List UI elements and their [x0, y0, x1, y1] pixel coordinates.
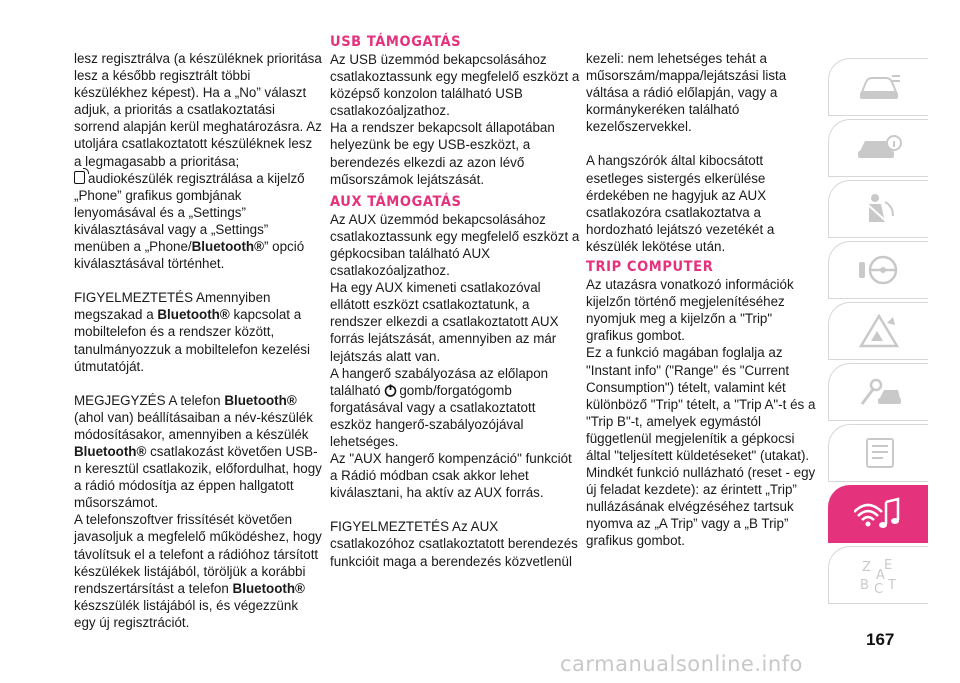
power-knob-icon [384, 384, 397, 397]
paragraph: Ez a funkció magában foglalja az "Instant info" ("Range" és "Current Consumption") tételt, valamint két különböző "Trip" tételt, a "Trip A"-t és a "Trip B"-t, amelyek egymástól függetlenül megjelenítik a gépkocsi által "teljesített küldetéseket" (utakat). [586, 345, 816, 463]
chapter-tab-index[interactable] [828, 546, 928, 604]
paragraph: Az USB üzemmód bekapcsolásához csatlakoztassunk egy megfelelő eszközt a középső konzolon található USB csatlakozóaljzathoz. [330, 52, 580, 119]
chapter-tab-technical-data[interactable] [828, 424, 928, 482]
car-info-icon [856, 133, 902, 163]
paragraph: A telefonszoftver frissítését követően javasoljuk a megfelelő működéshez, hogy távolítsuk el a telefont a rádióhoz társított készülékek listájából, töröljük a korábbi rendszertársítást a telefon Bluetooth® készszülék listájából is, és végezzünk egy új regisztrációt. [74, 512, 322, 630]
svg-text:B: B [859, 578, 869, 593]
technical-data-icon [857, 435, 901, 471]
seatbelt-safety-icon [859, 192, 899, 226]
page-number: 167 [866, 630, 895, 649]
paragraph: A hangszórók által kibocsátott esetleges sistergés elkerülése érdekében ne hagyjuk az AUX csatlakozóra csatlakoztatva a hordozható lejátszó vezetékét a készülék lekötése után. [586, 153, 775, 254]
text-column-1 [74, 50, 322, 648]
paragraph: Az AUX üzemmód bekapcsolásához csatlakoztassunk egy megfelelő eszközt a gépkocsiban található AUX csatlakozóaljzathoz. [330, 211, 580, 279]
alphabetical-index-icon [856, 555, 902, 595]
section-heading-aux: AUX TÁMOGATÁS [330, 193, 462, 210]
chapter-tab-maintenance[interactable] [828, 363, 928, 421]
paragraph: Az "AUX hangerő kompenzáció" funkciót a Rádió módban csak akkor lehet kiválasztani, ha aktív az AUX forrás. [330, 451, 572, 501]
chapter-tabs [828, 58, 928, 607]
text-column-3 [586, 50, 822, 550]
paragraph: FIGYELMEZTETÉS Amennyiben megszakad a Bluetooth® kapcsolat a mobiltelefon és a rendszer között, tanulmányozzuk a mobiltelefon kezelési útmutatóját. [74, 290, 310, 374]
paragraph: Ha a rendszer bekapcsolt állapotában helyezünk be egy USB-eszközt, a berendezés elkezdi az azon lévő műsorszámok lejátszását. [330, 120, 555, 187]
watermark: carmanualsonline.info [560, 652, 803, 676]
section-heading-usb: USB TÁMOGATÁS [330, 34, 462, 50]
text-column-2 [330, 34, 580, 587]
chapter-tab-car-info[interactable] [828, 119, 928, 177]
paragraph: lesz regisztrálva (a készüléknek prioritása lesz a később regisztrált többi készülékhez képest). Ha a „No” választ adjuk, a prioritás a csatlakoztatási sorrend alapján kerül meghatározásra. Az utoljára csatlakoztatott készüléknek lesz a legmagasabb a prioritása; [74, 51, 322, 169]
svg-text:E: E [883, 558, 892, 573]
wrench-car-icon [856, 374, 902, 410]
paragraph: Ha egy AUX kimeneti csatlakozóval ellátott eszközt csatlakoztatunk, a rendszer elkezdi a csatlakoztatott AUX forrás lejátszását, amennyiben az már lejátszás alatt van. [330, 280, 559, 364]
section-heading-trip: TRIP COMPUTER [586, 259, 714, 276]
chapter-tab-driving[interactable] [828, 241, 928, 299]
chapter-tab-safety[interactable] [828, 180, 928, 238]
chapter-tab-multimedia[interactable] [828, 485, 928, 543]
svg-text:A: A [875, 568, 885, 583]
paragraph: FIGYELMEZTETÉS Az AUX csatlakozóhoz csatlakoztatott berendezés funkcióit maga a berendezés közvetlenül [330, 519, 578, 569]
svg-text:T: T [887, 578, 896, 593]
paragraph: kezeli: nem lehetséges tehát a műsorszám/mappa/lejátszási lista váltása a rádió előlapján, vagy a kormánykeréken található kezelőszervekkel. [586, 51, 787, 135]
paragraph: Mindkét funkció nullázható (reset - egy új feladat kezdete): az érintett „Trip” nullázásának elvégzéséhez tartsuk nyomva az „A Trip” vagy a „B Trip” grafikus gombot. [586, 465, 816, 549]
warning-triangle-icon [857, 313, 901, 349]
paragraph: A hangerő szabályozása az előlapon található gomb/forgatógomb forgatásával vagy a csatlakoztatott eszköz hangerő-szabályozójával lehetséges. [330, 365, 549, 449]
car-dashboard-icon [856, 72, 902, 102]
steering-wheel-icon [857, 252, 901, 288]
svg-text:Z: Z [861, 560, 871, 575]
paragraph: Az utazásra vonatkozó információk kijelzőn történő megjelenítéséhez nyomjuk meg a kijelzőn a "Trip" grafikus gombot. [586, 277, 794, 344]
multimedia-icon [854, 494, 904, 534]
phone-icon [74, 171, 85, 184]
chapter-tab-dashboard[interactable] [828, 58, 928, 116]
chapter-tab-emergency[interactable] [828, 302, 928, 360]
paragraph: MEGJEGYZÉS A telefon Bluetooth® (ahol van) beállításaiban a név-készülék módosításakor, amennyiben a készülék Bluetooth® csatlakozást követően USB-n keresztül csatlakozik, előfordulhat, hogy a rádió módosítja az éppen hallgatott műsorszámot. [74, 392, 322, 511]
paragraph: audiokészülék regisztrálása a kijelző „Phone” grafikus gombjának lenyomásával és a „Settings” kiválasztásával vagy a „Settings” menüben a „Phone/Bluetooth®” opció kiválasztásával történhet. [74, 170, 305, 272]
svg-text:C: C [873, 582, 883, 595]
